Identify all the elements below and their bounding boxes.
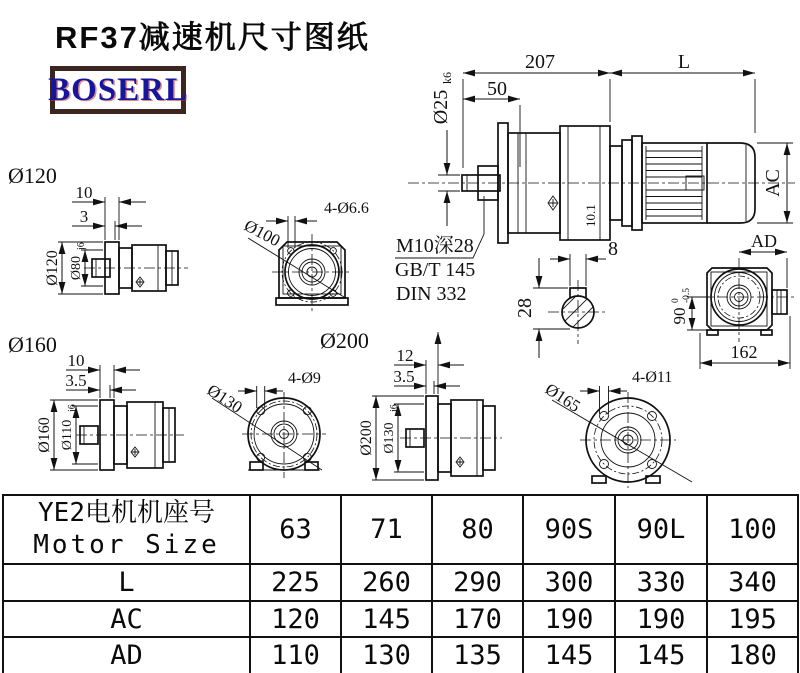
table-col-90l: 90L: [615, 495, 707, 564]
table-row-AD: [3, 637, 798, 673]
dim-207: 207: [525, 51, 555, 73]
dim-100-holes: 4-Ø6.6: [324, 200, 369, 217]
cell-L-90s: 300: [523, 564, 615, 601]
flange-view-120: [8, 163, 188, 294]
table-col-63: 63: [250, 495, 341, 564]
cell-AC-100: 195: [707, 601, 798, 637]
cell-AD-80: 135: [432, 637, 523, 673]
dim-120-10: 10: [75, 183, 93, 202]
dim-200-3-5: 3.5: [393, 367, 415, 386]
dim-key-width: 8: [608, 238, 618, 260]
cell-AD-100: 180: [707, 637, 798, 673]
dim-shaft-dia: Ø25: [430, 89, 452, 125]
dim-shaft-tol: k6: [440, 72, 454, 84]
cell-AC-71: 145: [341, 601, 432, 637]
dim-120-pilot-tol: j6: [76, 242, 87, 250]
flange-face-view-165: [542, 369, 692, 488]
dim-L: L: [677, 51, 691, 73]
dim-AD: AD: [751, 231, 777, 251]
dim-120-outer: Ø120: [44, 250, 61, 286]
dim-120-pilot: Ø80: [69, 255, 84, 281]
table-col-71: 71: [341, 495, 432, 564]
dim-160-pilot: Ø110: [60, 419, 75, 451]
view-label-120: Ø120: [8, 163, 57, 188]
row-label-AC: AC: [3, 601, 250, 637]
row-label-L: L: [3, 564, 250, 601]
cell-L-100: 340: [707, 564, 798, 601]
dim-200-outer: Ø200: [358, 420, 375, 456]
dim-160-10: 10: [67, 351, 85, 370]
flange-view-160: [8, 332, 184, 470]
dim-165-holes: 4-Ø11: [632, 369, 673, 386]
cell-AD-90l: 145: [615, 637, 707, 673]
dim-160-pilot-tol: j6: [67, 404, 78, 412]
table-header-motor-size: [3, 495, 250, 564]
dim-200-pilot-tol: j6: [389, 404, 400, 412]
dim-120-3: 3: [79, 207, 89, 226]
table-row-L: [3, 564, 798, 601]
plug-symbol: [131, 447, 139, 457]
note-din-standard: DIN 332: [396, 283, 467, 305]
page-title: RF37减速机尺寸图纸: [55, 20, 370, 55]
dim-160-3-5: 3.5: [65, 371, 87, 390]
brand-logo-text: BOSERL: [48, 71, 188, 108]
plug-symbol: [136, 277, 144, 287]
cell-AD-71: 130: [341, 637, 432, 673]
note-tap-hole: M10深28: [396, 235, 474, 257]
header-label-cn: YE2电机机座号: [38, 498, 215, 529]
dim-inner-10-1: 10.1: [583, 204, 598, 227]
dim-200-face-dia: Ø130: [203, 380, 246, 417]
cell-AC-90l: 190: [615, 601, 707, 637]
dim-200-holes: 4-Ø9: [288, 370, 321, 387]
dim-200-12: 12: [396, 346, 414, 365]
dim-90: 90: [670, 307, 689, 325]
cell-AC-63: 120: [250, 601, 341, 637]
table-row-AC: [3, 601, 798, 637]
dim-AC: AC: [762, 169, 784, 197]
dim-165-dia: Ø165: [541, 379, 584, 416]
flange-group-200: [204, 328, 502, 480]
table-header-row: [3, 495, 798, 564]
table-col-80: 80: [432, 495, 523, 564]
header-label-en: Motor Size: [33, 529, 220, 560]
cell-AD-63: 110: [250, 637, 341, 673]
cell-L-80: 290: [432, 564, 523, 601]
cell-AD-90s: 145: [523, 637, 615, 673]
plug-symbol: [456, 457, 464, 467]
view-label-160: Ø160: [8, 332, 57, 357]
dim-90-tol-lower: -0.5: [682, 287, 692, 303]
dim-162: 162: [730, 342, 758, 362]
flange-face-view-100: [241, 200, 369, 312]
table-col-100: 100: [707, 495, 798, 564]
cell-AC-80: 170: [432, 601, 523, 637]
dim-200-pilot: Ø130: [382, 422, 397, 454]
terminal-box: [772, 290, 787, 314]
motor-rear-view: [670, 231, 795, 369]
dim-100-dia: Ø100: [241, 215, 284, 251]
table-col-90s: 90S: [523, 495, 615, 564]
view-label-200: Ø200: [320, 328, 369, 353]
dim-160-outer: Ø160: [36, 417, 53, 453]
cell-L-90l: 330: [615, 564, 707, 601]
dim-50: 50: [487, 78, 507, 100]
cell-L-71: 260: [341, 564, 432, 601]
motor-size-table: [2, 494, 799, 673]
cell-L-63: 225: [250, 564, 341, 601]
dim-90-tol-upper: 0: [671, 298, 681, 303]
plug-symbol: [548, 196, 558, 210]
main-assembly-view: [395, 51, 795, 305]
dim-key-height: 28: [514, 298, 536, 318]
shaft-key-section: [514, 238, 620, 358]
row-label-AD: AD: [3, 637, 250, 673]
cell-AC-90s: 190: [523, 601, 615, 637]
note-gb-standard: GB/T 145: [395, 259, 476, 281]
